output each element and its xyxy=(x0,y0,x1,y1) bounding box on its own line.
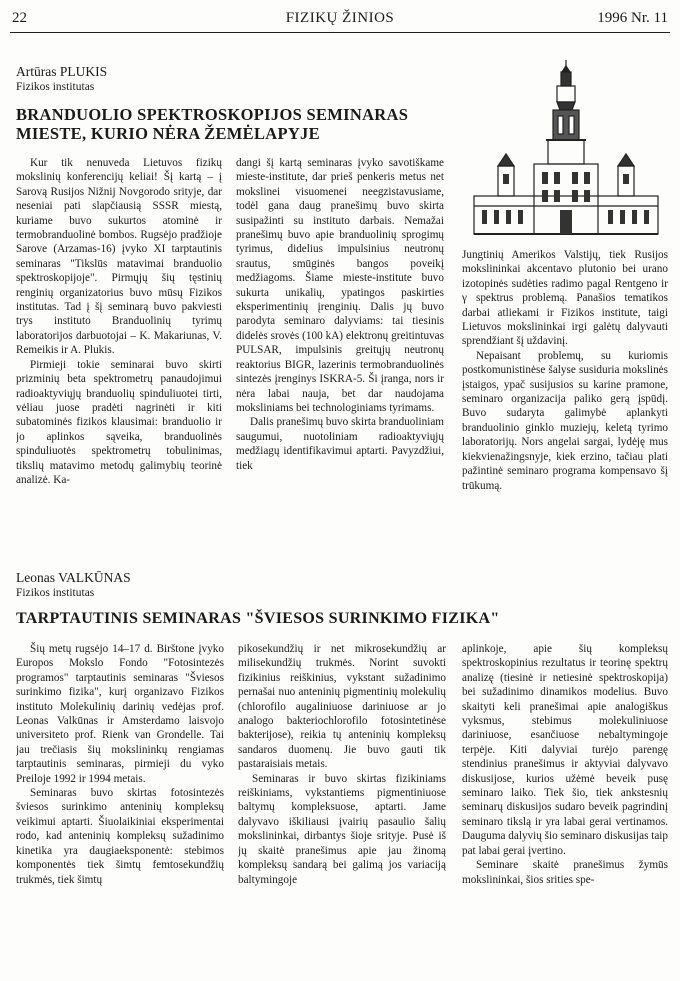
article1-column-3 xyxy=(462,248,668,558)
article1-column-2 xyxy=(236,156,444,556)
building-illustration xyxy=(468,58,664,248)
paragraph: Kur tik nenuveda Lietuvos fizikų mokslinių konferencijų keliai! Šį kartą – į Sarovą Rusijos Nižnij Novgorodo srityje, dar neseniai pati slapčiausią SSSR miestą, kuriame buvo sukurtos atominė ir termobranduolinė bombos. Rugsėjo pradžioje Sarove (Arzamas-16) įvyko XI tarptautinis seminaras "Tikslūs matavimai branduolio spektroskopijoje". Pirmųjų šių tęstinių renginių organizatorius buvo mūsų Fizikos institutas. Tad į šį seminarą buvo pakviesti trys instituto Branduolinių tyrimų laboratorijos darbuotojai – K. Makariunas, V. Remeikis ir A. Plukis. xyxy=(16,157,222,357)
paragraph: pikosekundžių ir net mikrosekundžių ar milisekundžių trukmės. Norint suvokti fizikinius reiškinius, vykstant sužadinimo pernašai nuo anteninių pigmentinių molekulių (chlorofilo augaliniuose dariniuose ar jo analogo bakteriochlorofilo fotosintetinėse bakterijose), reikia tų anteninių kompleksų sandaros duomenų. Jie buvo gauti tik pastaraisiais metais. xyxy=(238,643,446,771)
article2-column-1 xyxy=(16,642,224,976)
paragraph: Seminare skaitė pranešimus žymūs mokslininkai, šios srities spe- xyxy=(462,859,668,886)
paragraph: Pirmieji tokie seminarai buvo skirti prizminių beta spektrometrų panaudojimui radioaktyviųjų branduolių spinduliuotei tirti, vėliau juose pradėti nagrinėti ir kiti subatominės fizikos klausimai: branduolio ir jo aplinkos sąveika, branduolinės spinduliuotės spektrometrų tobulinimas, tikslių matavimo metodų galimybių teorinė analizė. Ka- xyxy=(16,358,222,486)
article1-title-line1: BRANDUOLIO SPEKTROSKOPIJOS SEMINARAS xyxy=(16,105,409,124)
header-rule xyxy=(10,32,670,33)
article1-title-line2: MIESTE, KURIO NĖRA ŽEMĖLAPYJE xyxy=(16,124,320,143)
article1-author: Artūras PLUKIS xyxy=(16,64,108,79)
paragraph: Seminaras ir buvo skirtas fizikiniams reiškiniams, vykstantiems pigmentiniuose baltymų kompleksuose, aptarti. Jame dalyvavo iškiliausi įvairių pasaulio šalių mokslininkai, dirbantys šioje srityje. Pusė iš jų skaitė pranešimus apie jau žinomą kompleksų sandarą bei galimą jos variaciją baltymingoje xyxy=(238,772,446,886)
article2-column-2 xyxy=(238,642,446,976)
paragraph: Seminaras buvo skirtas fotosintezės šviesos surinkimo anteninių kompleksų veikimui aptarti. Šiuolaikiniai eksperimentai rodo, kad anteninių kompleksų sužadinimo kinetika yra daugiaeksponentė: stebimos komponentės tiek šimtų femtosekundžių trukmės, tiek šimtų xyxy=(16,787,224,886)
paragraph: aplinkoje, apie šių kompleksų spektroskopinius rezultatus ir teorinę spektrų analizę (tiesinė ir netiesinė spektroskopija) bei sužadinimo dinamikos modelius. Buvo skaityti keli pranešimai apie analogiškus vyksmus, stebimus molekuliniuose dariniuose, esančiuose nebaltymingoje terpėje. Kiti dalyviai turėjo parengę stendinius pranešimus ir aktyviai dalyvavo diskusijose, kurios užėmė beveik pusę seminaro laiko. Tiek šio, tiek ankstesnių seminarų diskusijos sudaro beveik pagrindinį seminaro tikslą ir yra labai gerai vertinamos. Dauguma dalyvių šio seminaro diskusijas taip pat labai gerai įvertino. xyxy=(462,643,668,857)
article1-column-1 xyxy=(16,156,222,556)
issue-label: 1996 Nr. 11 xyxy=(597,10,668,26)
paragraph: Nepaisant problemų, su kuriomis postkomunistinėse šalyse susiduria mokslinės įstaigos, ypač susijusios su karine pramone, seminaro organizacija paliko gerą įspūdį. Buvo sudaryta galimybė aplankyti branduolinio ginklo muziejų, keletą tyrimo laboratorijų. Nors angelai sargai, lydėję mus kiekvienažingsnyje, kiek erzino, tačiau plati pažintinė seminaro programa kompensavo šį trūkumą. xyxy=(462,349,668,492)
page-number: 22 xyxy=(12,10,27,26)
paragraph: Jungtinių Amerikos Valstijų, tiek Rusijos mokslininkai akcentavo plutonio bei urano izotopinės sudėties radimo pagal Rentgeno ir γ spektrus problemą. Panašios tematikos darbai atliekami ir Fizikos institute, taigi Lietuvos mokslininkai irgi galėtų dalyvauti sprendžiant šį uždavinį. xyxy=(462,249,668,348)
article2-column-3 xyxy=(462,642,668,976)
paragraph: Šių metų rugsėjo 14–17 d. Birštone įvyko Europos Mokslo Fondo "Fotosintezės programos" tarptautinis seminaras "Šviesos surinkimo fizika", kurį organizavo Fizikos instituto Molekulinių darinių vedėjas prof. Leonas Valkūnas ir Amsterdamo laisvojo universiteto prof. Rienk van Grondelle. Tai jau trečiasis šių mokslininkų rengiamas tarptautinis seminaras, pirmieji du vyko Preiloje 1992 ir 1994 metais. xyxy=(16,643,224,785)
page-header xyxy=(0,8,680,30)
article1-institution: Fizikos institutas xyxy=(16,81,95,93)
paragraph: Dalis pranešimų buvo skirta branduoliniam saugumui, nuotoliniam radioaktyviųjų medžiagų identifikavimui aptarti. Pavyzdžiui, tiek xyxy=(236,416,444,472)
paragraph: dangi šį kartą seminaras įvyko savotiškame mieste-institute, dar prieš penkeris metus net mokslinei visuomenei neegzistavusiame, todėl gana daug pranešimų buvo skirta susipažinti su instituto darbais. Nemažai pranešimų buvo apie branduolinių sprogimų tyrimus, didelius impulsinius neutronų srautus, smūginės bangos poveikį medžiagoms. Šiame mieste-institute buvo sukurta unikalių, ypatingos paskirties eksperimentinių įrenginių. Dalis jų buvo parodyta seminaro dalyviams: tai tiesinis didelės srovės (100 kA) elektronų greitintuvas PULSAR, impulsinis greitųjų neutronų reaktorius BIGR, lazerinis termobranduolinės sintezės įrenginys ISKRA-5. Ši įranga, nors ir nėra labai nauja, bet dar naudojama moksliniams bei technologiniams tyrimams. xyxy=(236,157,444,414)
article2-author: Leonas VALKŪNAS xyxy=(16,570,131,585)
journal-title: FIZIKŲ ŽINIOS xyxy=(285,10,395,26)
article2-title: TARPTAUTINIS SEMINARAS "ŠVIESOS SURINKIMO FIZIKA" xyxy=(16,610,500,627)
article2-institution: Fizikos institutas xyxy=(16,587,95,599)
